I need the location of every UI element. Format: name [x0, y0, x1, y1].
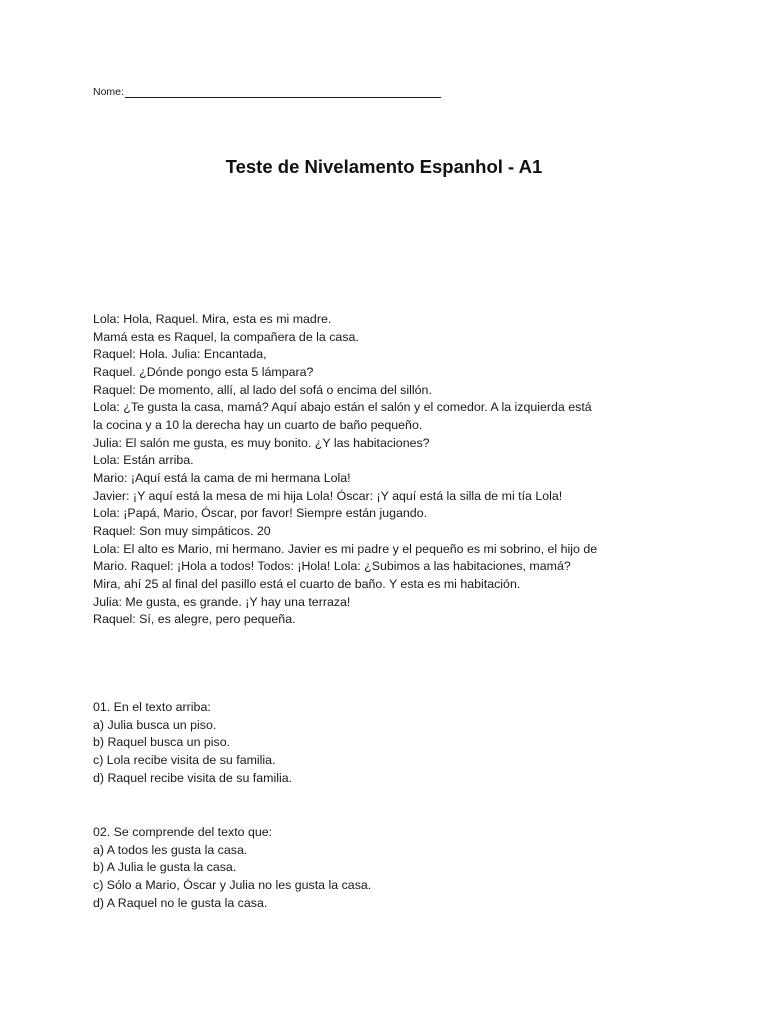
answer-option-d[interactable]: d) A Raquel no le gusta la casa. [93, 895, 268, 910]
answer-option-c[interactable]: c) Sólo a Mario, Óscar y Julia no les gusta la casa. [93, 877, 372, 892]
question-prompt: 01. En el texto arriba: [93, 700, 211, 714]
dialogue-line: Raquel: Sí, es alegre, pero pequeña. [93, 612, 296, 627]
name-label: Nome: [93, 86, 124, 98]
answer-option-c[interactable]: c) Lola recibe visita de su familia. [93, 752, 276, 767]
answer-option-b[interactable]: b) Raquel busca un piso. [93, 735, 231, 750]
dialogue-line: Raquel. ¿Dónde pongo esta 5 lámpara? [93, 364, 314, 379]
dialogue-line: Raquel: De momento, allí, al lado del sofá o encima del sillón. [93, 382, 432, 397]
question-prompt: 02. Se comprende del texto que: [93, 825, 273, 839]
question-01 [93, 699, 693, 787]
answer-option-a[interactable]: a) Julia busca un piso. [93, 717, 217, 732]
name-field[interactable] [93, 86, 441, 98]
dialogue-line: Lola: ¡Papá, Mario, Óscar, por favor! Siempre están jugando. [93, 506, 428, 521]
name-blank-line[interactable] [125, 87, 441, 98]
answer-option-a[interactable]: a) A todos les gusta la casa. [93, 842, 248, 857]
answer-option-b[interactable]: b) A Julia le gusta la casa. [93, 860, 237, 875]
answer-option-d[interactable]: d) Raquel recibe visita de su familia. [93, 770, 293, 785]
question-02 [93, 824, 693, 912]
page-title: Teste de Nivelamento Espanhol - A1 [225, 156, 543, 177]
dialogue-line: Mario. Raquel: ¡Hola a todos! Todos: ¡Hola! Lola: ¿Subimos a las habitaciones, mamá? [93, 559, 571, 574]
dialogue-line: Julia: Me gusta, es grande. ¡Y hay una terraza! [93, 594, 351, 609]
dialogue-line: Lola: Hola, Raquel. Mira, esta es mi madre. [93, 312, 332, 326]
dialogue-line: Lola: ¿Te gusta la casa, mamá? Aquí abajo están el salón y el comedor. A la izquierda está [93, 400, 592, 415]
dialogue-line: Raquel: Son muy simpáticos. 20 [93, 523, 271, 538]
dialogue-line: Julia: El salón me gusta, es muy bonito. ¿Y las habitaciones? [93, 435, 430, 450]
dialogue-line: la cocina y a 10 la derecha hay un cuarto de baño pequeño. [93, 417, 423, 432]
dialogue-line: Raquel: Hola. Julia: Encantada, [93, 347, 267, 362]
dialogue-line: Mira, ahí 25 al final del pasillo está el cuarto de baño. Y esta es mi habitación. [93, 576, 521, 591]
dialogue-line: Javier: ¡Y aquí está la mesa de mi hija Lola! Óscar: ¡Y aquí está la silla de mi tía Lola! [93, 488, 563, 503]
dialogue-line: Mario: ¡Aquí está la cama de mi hermana Lola! [93, 470, 351, 485]
dialogue-text [93, 311, 693, 629]
dialogue-line: Mamá esta es Raquel, la compañera de la casa. [93, 329, 359, 344]
dialogue-line: Lola: Están arriba. [93, 453, 194, 468]
dialogue-line: Lola: El alto es Mario, mi hermano. Javier es mi padre y el pequeño es mi sobrino, el hijo de [93, 541, 598, 556]
